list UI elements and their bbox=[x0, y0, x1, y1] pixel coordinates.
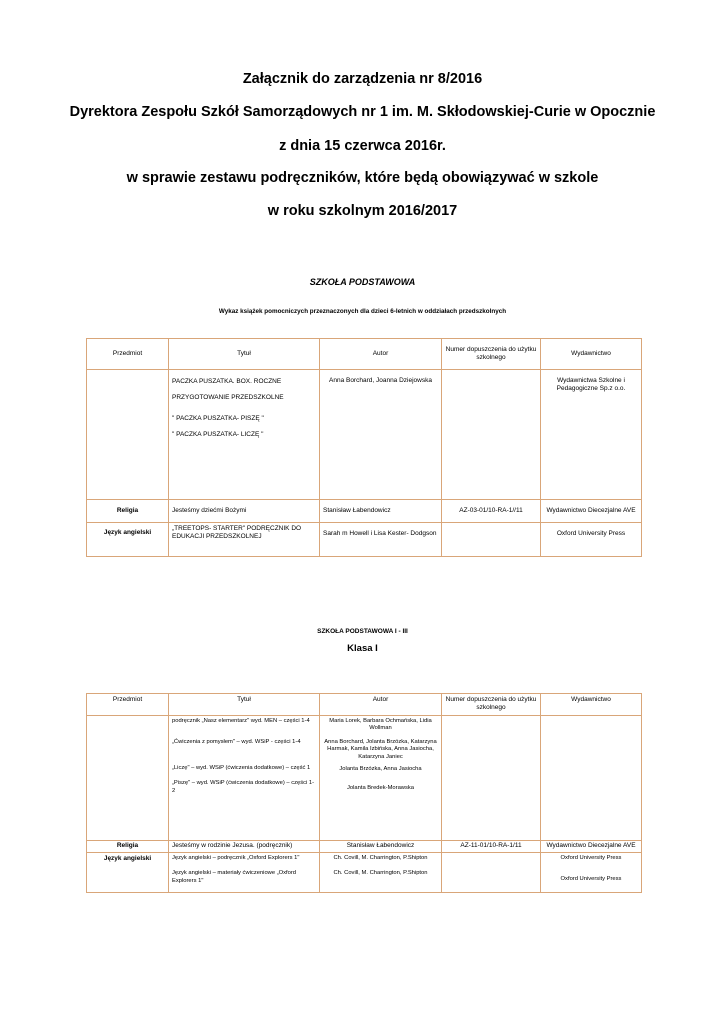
column-header: Autor bbox=[320, 339, 442, 370]
number-cell bbox=[442, 715, 541, 840]
title-line: „Liczę" – wyd. WSiP (ćwiczenia dodatkowe) – część 1 bbox=[172, 764, 311, 771]
title-line: „Piszę" – wyd. WSiP (ćwiczenia dodatkowe) – części 1-2 bbox=[172, 780, 315, 794]
publisher-line: Oxford University Press bbox=[560, 876, 622, 883]
column-header: Przedmiot bbox=[87, 339, 169, 370]
publisher-cell bbox=[541, 715, 642, 840]
title-cell: „TREETOPS- STARTER" PODRĘCZNIK DO EDUKACJI PRZEDSZKOLNEJ bbox=[169, 523, 320, 557]
author-cell: Anna Borchard, Joanna Dziejowska bbox=[320, 370, 442, 500]
subject-cell: Religia bbox=[87, 500, 169, 523]
class1-books-table bbox=[86, 693, 642, 893]
subject-cell: Język angielski bbox=[87, 852, 169, 892]
title-line: „Ćwiczenia z pomysłem" – wyd. WSiP - części 1-4 bbox=[172, 739, 301, 746]
publisher-cell: Wydawnictwa Szkolne i Pedagogiczne Sp.z o.o. bbox=[541, 370, 642, 500]
column-header: Tytuł bbox=[169, 694, 320, 716]
author-cell: Sarah m Howell i Lisa Kester- Dodgson bbox=[320, 523, 442, 557]
table-row bbox=[87, 840, 642, 852]
publisher-cell: Wydawnictwo Diecezjalne AVE bbox=[541, 840, 642, 852]
table-row bbox=[87, 715, 642, 840]
publisher-line: Oxford University Press bbox=[560, 854, 622, 861]
column-header: Numer dopuszczenia do użytku szkolnego bbox=[442, 694, 541, 716]
title-line: " PACZKA PUSZATKA- PISZĘ " bbox=[172, 414, 264, 422]
number-cell: AZ-11-01/10-RA-1/11 bbox=[442, 840, 541, 852]
title-line: PACZKA PUSZATKA. BOX. ROCZNE bbox=[172, 378, 282, 385]
column-header: Numer dopuszczenia do użytku szkolnego bbox=[442, 339, 541, 370]
table-header-row bbox=[87, 339, 642, 370]
author-line: Anna Borchard, Jolanta Brzózka, Katarzyna Harmak, Kamila Izbińska, Anna Jasiocha, Katarzyna Janiec bbox=[324, 738, 437, 760]
publisher-cell: Wydawnictwo Diecezjalne AVE bbox=[541, 500, 642, 523]
column-header: Przedmiot bbox=[87, 694, 169, 716]
document-heading-date: z dnia 15 czerwca 2016r. bbox=[279, 138, 446, 154]
author-cell: Stanisław Łabendowicz bbox=[320, 500, 442, 523]
document-heading-school-year: w roku szkolnym 2016/2017 bbox=[267, 203, 458, 219]
title-cell bbox=[169, 715, 320, 840]
table-row bbox=[87, 370, 642, 500]
author-line: Maria Lorek, Barbara Ochmańska, Lidia Wollman bbox=[329, 717, 432, 732]
class-heading: Klasa I bbox=[347, 643, 378, 654]
column-header: Autor bbox=[320, 694, 442, 716]
table-row bbox=[87, 523, 642, 557]
author-line: Ch. Covill, M. Charrington, P.Shipton bbox=[333, 870, 428, 877]
title-cell bbox=[169, 852, 320, 892]
number-cell bbox=[442, 852, 541, 892]
publisher-cell: Oxford University Press bbox=[541, 523, 642, 557]
subject-cell: Religia bbox=[87, 840, 169, 852]
author-cell bbox=[320, 715, 442, 840]
number-cell bbox=[442, 370, 541, 500]
author-line: Jolanta Bredek-Morawska bbox=[346, 785, 414, 792]
section2-title: SZKOŁA PODSTAWOWA I - III bbox=[317, 628, 408, 635]
column-header: Wydawnictwo bbox=[541, 694, 642, 716]
publisher-cell bbox=[541, 852, 642, 892]
document-heading-line1: Załącznik do zarządzenia nr 8/2016 bbox=[242, 71, 483, 87]
document-heading-line2: Dyrektora Zespołu Szkół Samorządowych nr 1 im. M. Skłodowskiej-Curie w Opocznie bbox=[69, 104, 656, 120]
author-line: Jolanta Brzózka, Anna Jasiocha bbox=[339, 765, 422, 772]
table-row bbox=[87, 852, 642, 892]
title-cell: Jesteśmy w rodzinie Jezusa. (podręcznik) bbox=[169, 840, 320, 852]
title-line: Język angielski – materiały ćwiczeniowe „Oxford Explorers 1" bbox=[172, 870, 297, 884]
title-line: podręcznik „Nasz elementarz" wyd. MEN – części 1-4 bbox=[172, 717, 310, 724]
subject-cell: Język angielski bbox=[87, 523, 169, 557]
author-line: Ch. Covill, M. Charrington, P.Shipton bbox=[333, 854, 428, 861]
subject-cell bbox=[87, 715, 169, 840]
column-header: Wydawnictwo bbox=[541, 339, 642, 370]
preschool-books-table bbox=[86, 338, 642, 557]
title-line: " PACZKA PUSZATKA- LICZĘ " bbox=[172, 431, 264, 439]
number-cell: AZ-03-01/10-RA-1//11 bbox=[442, 500, 541, 523]
title-cell bbox=[169, 370, 320, 500]
document-heading-subject: w sprawie zestawu podręczników, które będą obowiązywać w szkole bbox=[126, 170, 599, 186]
table-header-row bbox=[87, 694, 642, 716]
column-header: Tytuł bbox=[169, 339, 320, 370]
table-row bbox=[87, 500, 642, 523]
section1-subtitle: Wykaz książek pomocniczych przeznaczonych dla dzieci 6-letnich w oddziałach przedszkolnych bbox=[218, 308, 507, 315]
author-cell: Stanisław Łabendowicz bbox=[320, 840, 442, 852]
subject-cell bbox=[87, 370, 169, 500]
title-cell: Jesteśmy dziećmi Bożymi bbox=[169, 500, 320, 523]
number-cell bbox=[442, 523, 541, 557]
title-line: PRZYGOTOWANIE PRZEDSZKOLNE bbox=[172, 394, 284, 402]
title-line: Język angielski – podręcznik „Oxford Explorers 1" bbox=[172, 854, 300, 861]
section1-title: SZKOŁA PODSTAWOWA bbox=[309, 277, 416, 287]
author-cell bbox=[320, 852, 442, 892]
